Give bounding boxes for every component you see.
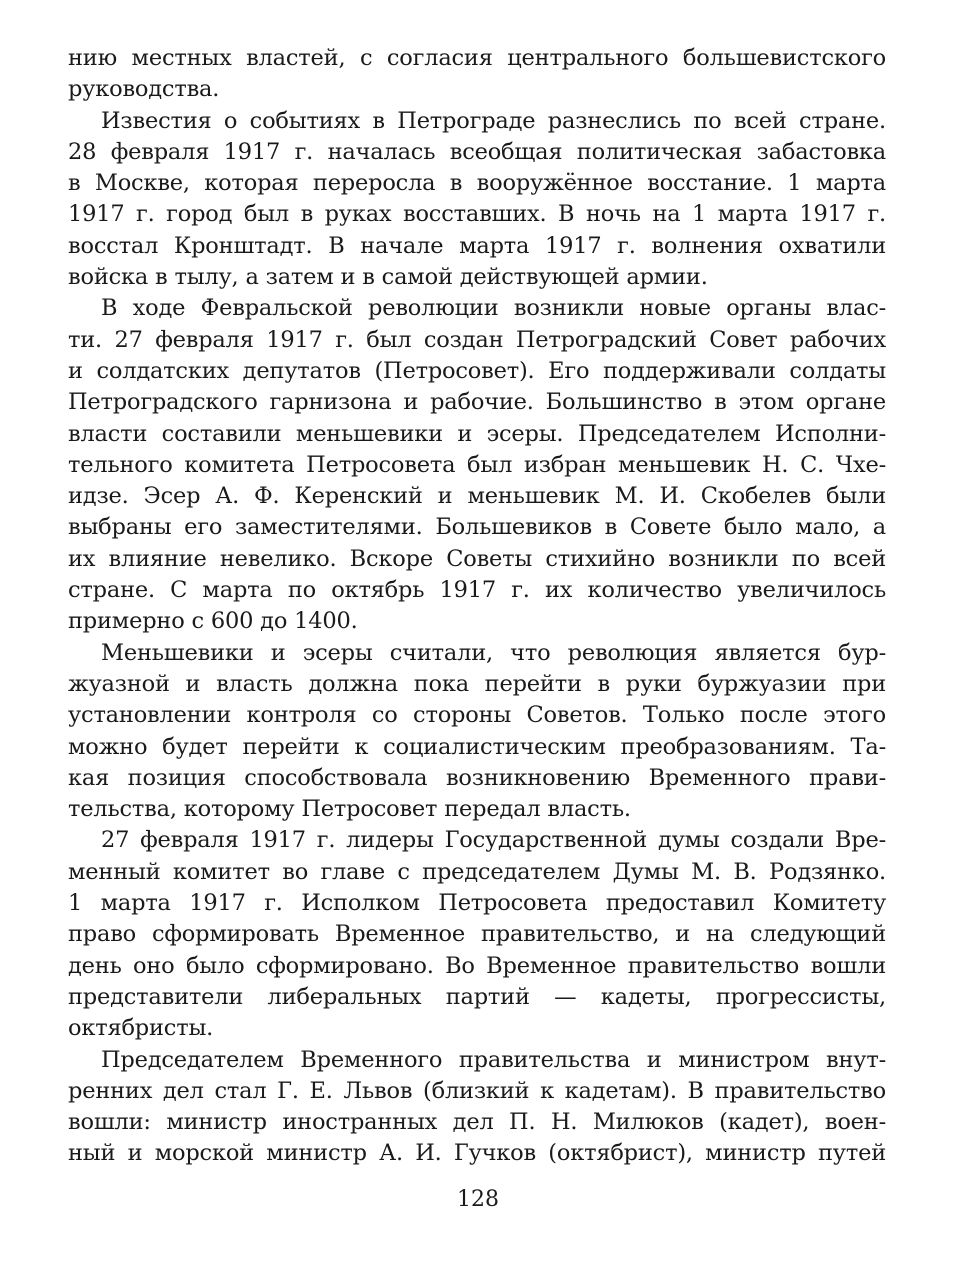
text-line: идзе. Эсер А. Ф. Керенский и меньшевик М. И. Скобелев были bbox=[68, 483, 886, 510]
text-line: стране. С марта по октябрь 1917 г. их количество увеличилось bbox=[68, 577, 886, 604]
text-line: менный комитет во главе с председателем Думы М. В. Родзянко. bbox=[68, 858, 886, 885]
text-line: можно будет перейти к социалистическим преобразованиям. Та- bbox=[68, 733, 886, 760]
text-line: Петроградского гарнизона и рабочие. Большинство в этом органе bbox=[68, 389, 886, 416]
text-line: руководства. bbox=[68, 76, 220, 103]
text-line: жуазной и власть должна пока перейти в руки буржуазии при bbox=[68, 670, 886, 697]
text-line: войска в тылу, а затем и в самой действующей армии. bbox=[68, 264, 708, 291]
page-number: 128 bbox=[457, 1187, 499, 1212]
text-line: установлении контроля со стороны Советов. Только после этого bbox=[68, 702, 886, 729]
text-line: ный и морской министр А. И. Гучков (октябрист), министр путей bbox=[68, 1140, 886, 1167]
text-line: в Москве, которая переросла в вооружённое восстание. 1 марта bbox=[68, 170, 886, 197]
text-line: 27 февраля 1917 г. лидеры Государственной думы создали Вре- bbox=[101, 827, 886, 854]
text-line: тельного комитета Петросовета был избран меньшевик Н. С. Чхе- bbox=[68, 451, 886, 478]
text-line: вошли: министр иностранных дел П. Н. Милюков (кадет), воен- bbox=[68, 1109, 886, 1136]
text-line: их влияние невелико. Вскоре Советы стихийно возникли по всей bbox=[68, 545, 886, 572]
text-line: Известия о событиях в Петрограде разнеслись по всей стране. bbox=[101, 107, 886, 134]
text-line: 1 марта 1917 г. Исполком Петросовета предоставил Комитету bbox=[68, 890, 886, 917]
text-line: 28 февраля 1917 г. началась всеобщая политическая забастовка bbox=[68, 138, 886, 165]
text-line: 1917 г. город был в руках восставших. В ночь на 1 марта 1917 г. bbox=[68, 201, 886, 228]
text-line: Меньшевики и эсеры считали, что революция является бур- bbox=[101, 639, 886, 666]
text-line: ти. 27 февраля 1917 г. был создан Петроградский Совет рабочих bbox=[68, 326, 886, 353]
text-line: день оно было сформировано. Во Временное правительство вошли bbox=[68, 952, 886, 979]
text-line: октябристы. bbox=[68, 1015, 214, 1042]
text-line: тельства, которому Петросовет передал власть. bbox=[68, 796, 631, 823]
text-line: нию местных властей, с согласия центрального большевистского bbox=[68, 45, 886, 71]
text-line: власти составили меньшевики и эсеры. Председателем Исполни- bbox=[68, 420, 886, 447]
body-text bbox=[68, 43, 886, 1170]
text-line: В ходе Февральской революции возникли новые органы влас- bbox=[101, 295, 886, 322]
text-line: ренних дел стал Г. Е. Львов (близкий к кадетам). В правительство bbox=[68, 1077, 886, 1104]
text-line: выбраны его заместителями. Большевиков в Совете было мало, а bbox=[68, 514, 886, 541]
text-line: кая позиция способствовала возникновению Временного прави- bbox=[68, 764, 886, 791]
text-line: представители либеральных партий — кадеты, прогрессисты, bbox=[68, 983, 886, 1010]
text-line: и солдатских депутатов (Петросовет). Его поддерживали солдаты bbox=[68, 357, 886, 384]
text-line: восстал Кронштадт. В начале марта 1917 г. волнения охватили bbox=[68, 232, 886, 259]
text-line: примерно с 600 до 1400. bbox=[68, 608, 358, 635]
text-line: право сформировать Временное правительство, и на следующий bbox=[68, 921, 886, 948]
text-line: Председателем Временного правительства и министром внут- bbox=[101, 1046, 886, 1073]
